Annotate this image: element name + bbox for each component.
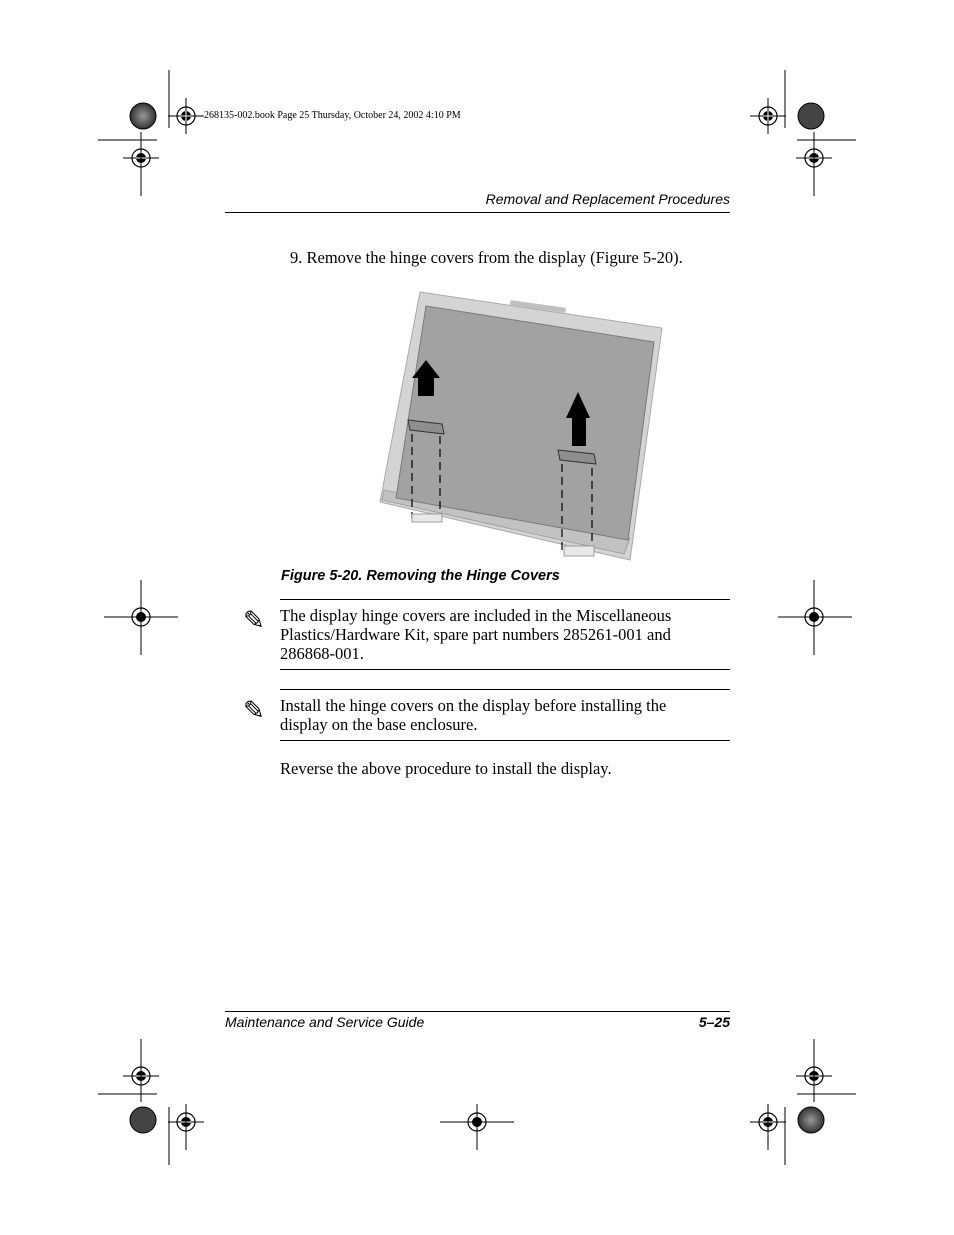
slug-line: 268135-002.book Page 25 Thursday, October 24, 2002 4:10 PM xyxy=(204,110,461,121)
step-9-text: 9. Remove the hinge covers from the display (Figure 5-20). xyxy=(290,248,683,267)
header-rule xyxy=(225,212,730,213)
note-2-text xyxy=(280,696,730,734)
note-1-line: 286868-001. xyxy=(280,644,364,663)
running-head: Removal and Replacement Procedures xyxy=(485,191,730,207)
closing-text: Reverse the above procedure to install the display. xyxy=(280,759,612,778)
note-1-line: The display hinge covers are included in the Miscellaneous xyxy=(280,606,672,625)
note-1-top-rule xyxy=(280,599,730,600)
note-2-line: display on the base enclosure. xyxy=(280,715,478,734)
footer-guide-title: Maintenance and Service Guide xyxy=(225,1014,425,1030)
note-2-top-rule xyxy=(280,689,730,690)
figure-caption: Figure 5-20. Removing the Hinge Covers xyxy=(281,568,560,584)
pencil-note-icon: ✎ xyxy=(243,696,265,726)
note-2-line: Install the hinge covers on the display before installing the xyxy=(280,696,667,715)
note-2-bottom-rule xyxy=(280,740,730,741)
note-1-text xyxy=(280,606,730,663)
footer-rule xyxy=(225,1011,730,1012)
note-1-line: Plastics/Hardware Kit, spare part numbers 285261-001 and xyxy=(280,625,671,644)
page-number: 5–25 xyxy=(698,1014,730,1030)
hinge-covers-figure xyxy=(378,286,668,566)
pencil-note-icon: ✎ xyxy=(243,606,265,636)
note-1-bottom-rule xyxy=(280,669,730,670)
